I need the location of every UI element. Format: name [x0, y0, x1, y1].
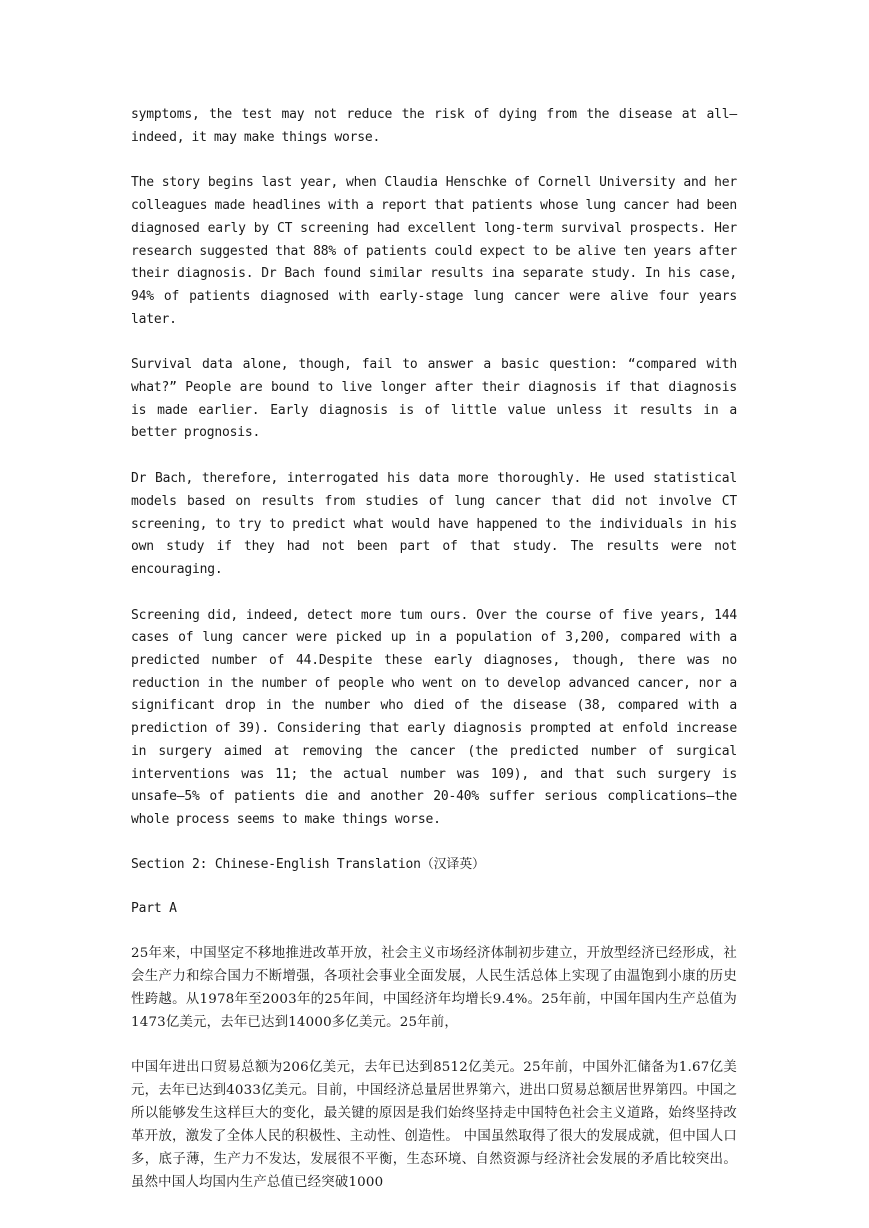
part-heading: Part A: [131, 900, 177, 916]
paragraph-5: Screening did, indeed, detect more tum ours. Over the course of five years, 144 cases of lung cancer were picked up in a population of 3,200, compared with a predicted number of 44.Despite these early diagnoses, though, there was no reduction in the number of people who went on to develop advanced cancer, nor a significant drop in the number who died of the disease (38, compared with a prediction of 39). Considering that early diagnosis prompted at enfold increase in surgery aimed at removing the cancer (the predicted number of surgical interventions was 11; the actual number was 109), and that such surgery is unsafe—5% of patients die and another 20-40% suffer serious complications—the whole process seems to make things worse.: [131, 607, 737, 827]
paragraph-4: Dr Bach, therefore, interrogated his data more thoroughly. He used statistical models based on results from studies of lung cancer that did not involve CT screening, to try to predict what would have happened to the individuals in his own study if they had not been part of that study. The results were not encouraging.: [131, 471, 737, 577]
paragraph-2: The story begins last year, when Claudia Henschke of Cornell University and her colleagues made headlines with a report that patients whose lung cancer had been diagnosed early by CT screening had excellent long-term survival prospects. Her research suggested that 88% of patients could expect to be alive ten years after their diagnosis. Dr Bach found similar results ina separate study. In his case, 94% of patients diagnosed with early-stage lung cancer were alive four years later.: [131, 175, 737, 327]
paragraph-1: symptoms, the test may not reduce the risk of dying from the disease at all—indeed, it may make things worse.: [131, 107, 737, 145]
paragraph-3: Survival data alone, though, fail to answer a basic question: “compared with what?” People are bound to live longer after their diagnosis if that diagnosis is made earlier. Early diagnosis is of little value unless it results in a better prognosis.: [131, 357, 737, 441]
document-page: [131, 104, 737, 1194]
paragraph-cn-2: 中国年进出口贸易总额为206亿美元，去年已达到8512亿美元。25年前，中国外汇储备为1.67亿美元，去年已达到4033亿美元。目前，中国经济总量居世界第六，进出口贸易总额居世界第四。中国之所以能够发生这样巨大的变化，最关键的原因是我们始终坚持走中国特色社会主义道路，始终坚持改革开放，激发了全体人民的积极性、主动性、创造性。 中国虽然取得了很大的发展成就，但中国人口多，底子薄，生产力不发达，发展很不平衡，生态环境、自然资源与经济社会发展的矛盾比较突出。虽然中国人均国内生产总值已经突破1000: [131, 1059, 737, 1190]
paragraph-cn-1: 25年来，中国坚定不移地推进改革开放，社会主义市场经济体制初步建立，开放型经济已经形成，社会生产力和综合国力不断增强，各项社会事业全面发展，人民生活总体上实现了由温饱到小康的历史性跨越。从1978年至2003年的25年间，中国经济年均增长9.4%。25年前，中国年国内生产总值为1473亿美元，去年已达到14000多亿美元。25年前，: [131, 945, 737, 1030]
section-heading: Section 2: Chinese-English Translation（汉译英）: [131, 856, 485, 872]
